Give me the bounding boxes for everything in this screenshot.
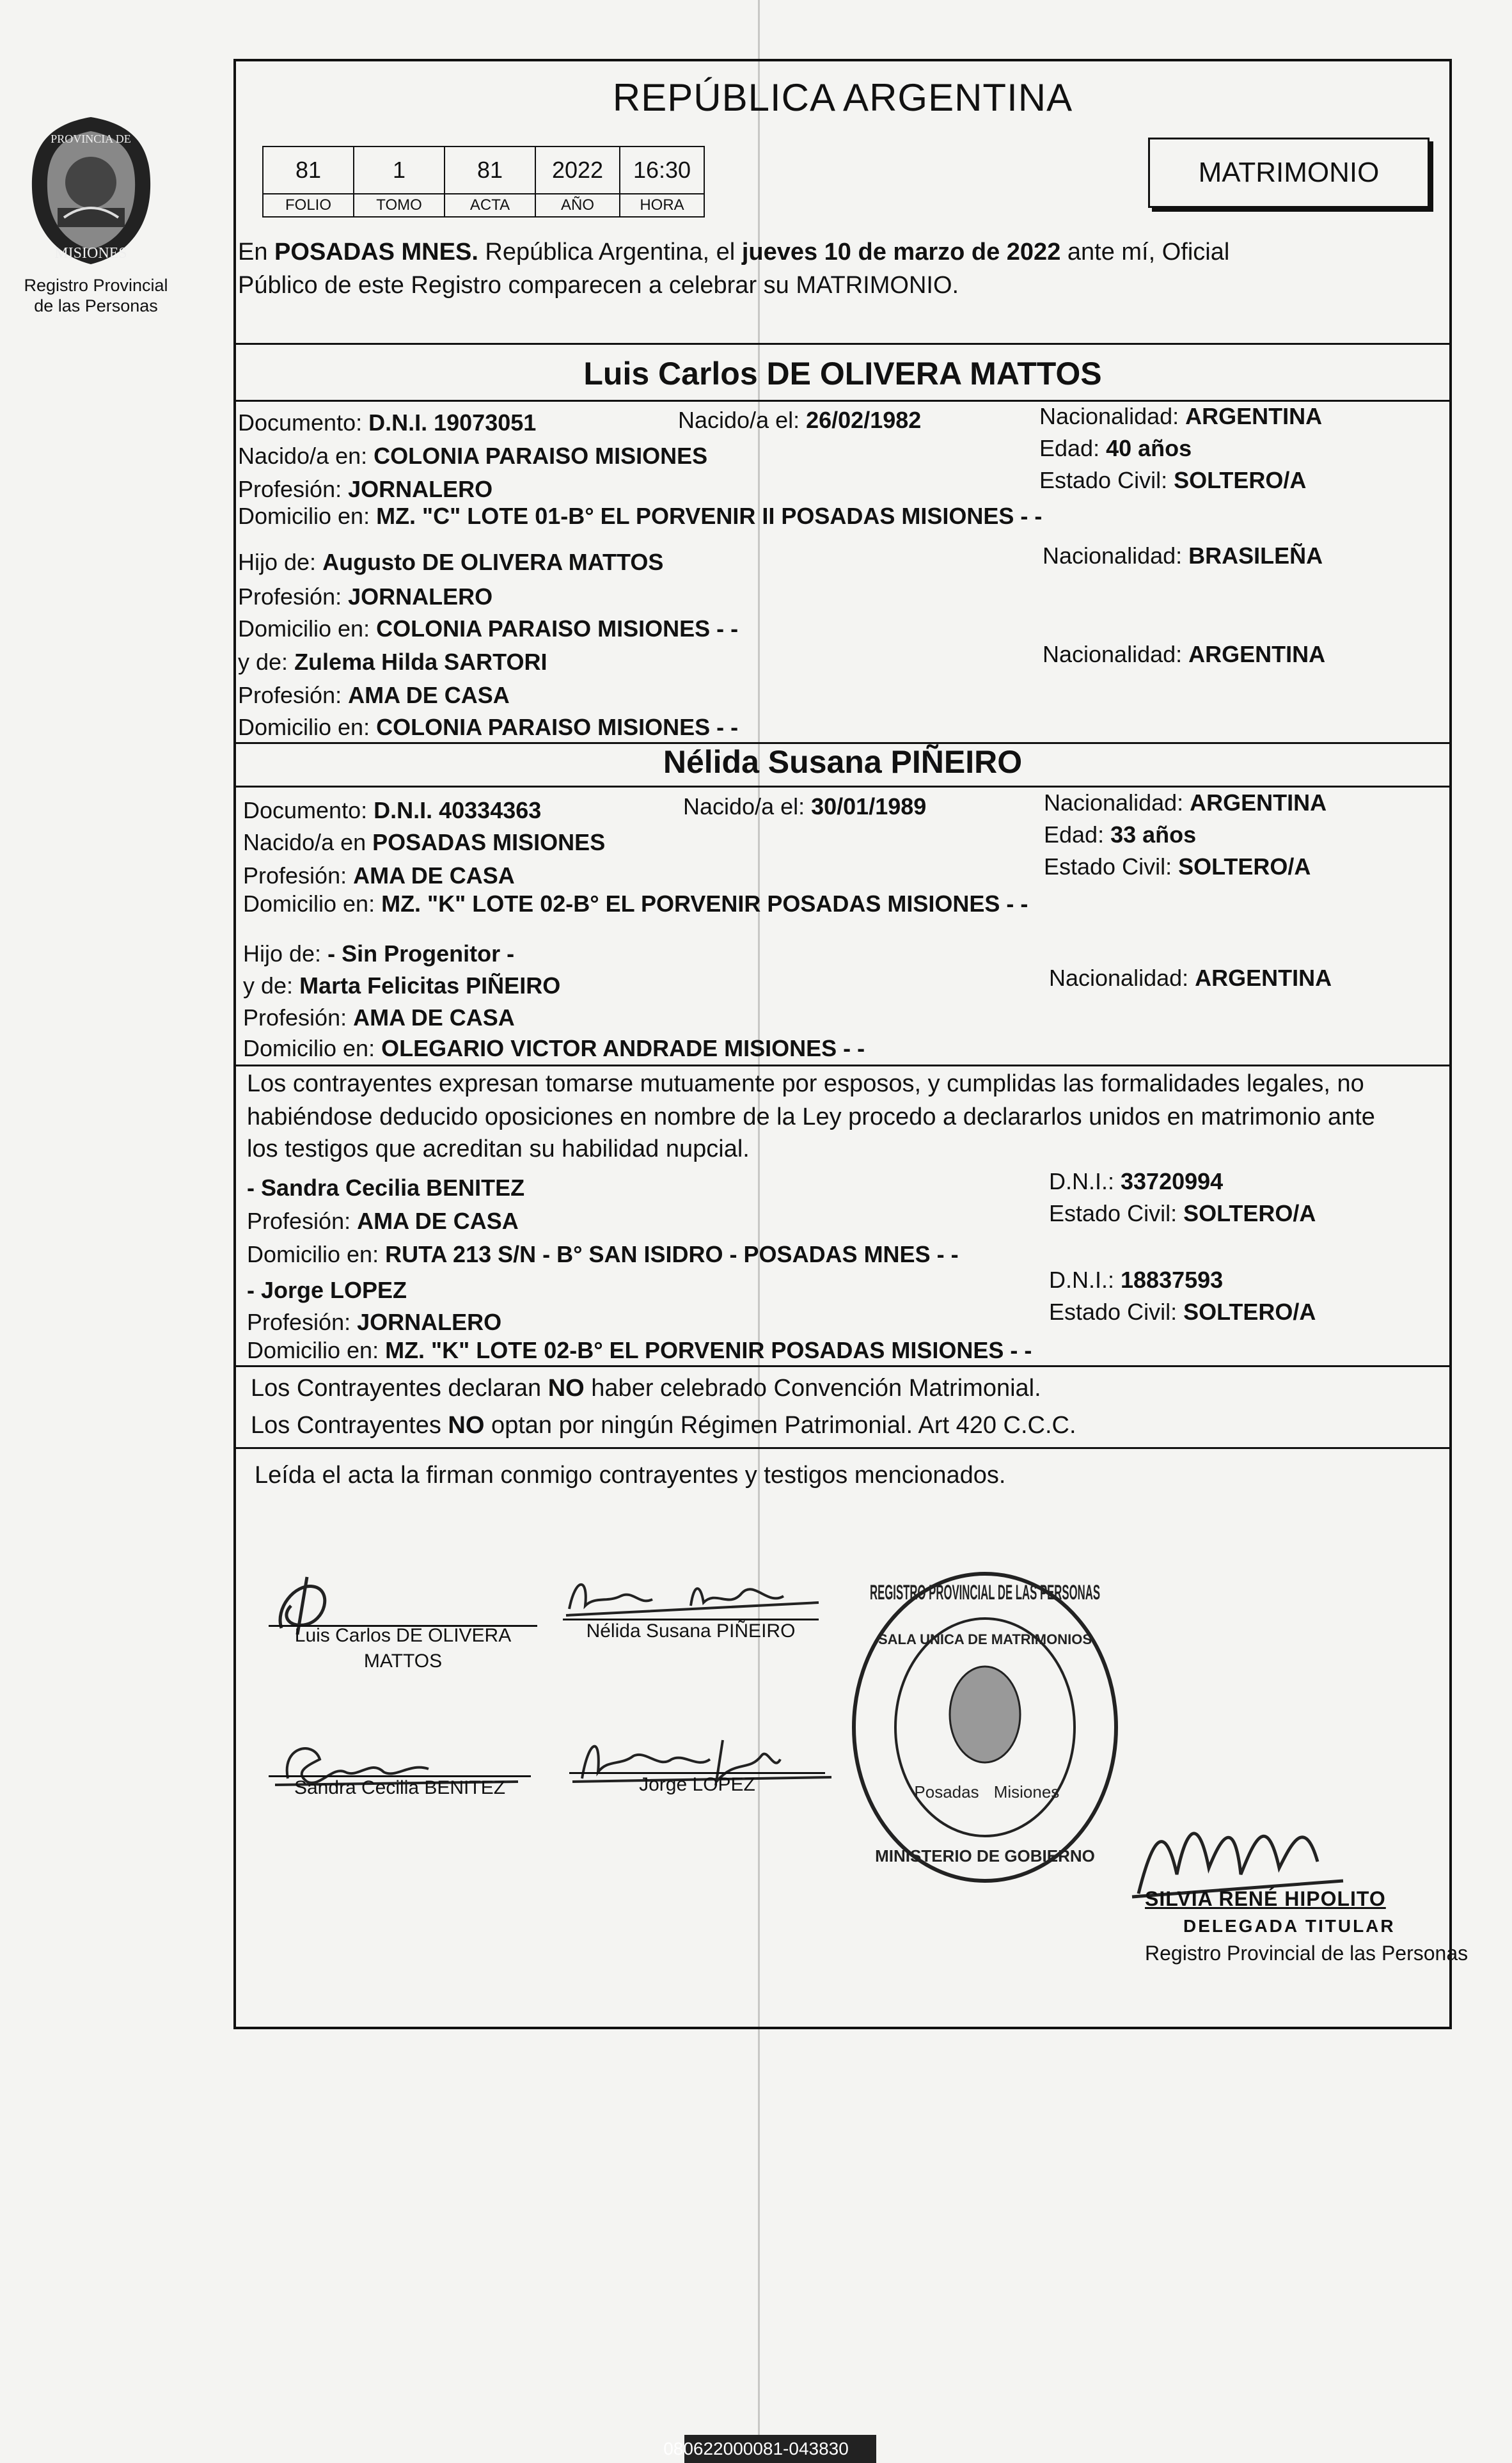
bride-mother: y de: Marta Felicitas PIÑEIRO (243, 972, 561, 999)
bride-father: Hijo de: - Sin Progenitor - (243, 940, 515, 967)
convention-line-1: Los Contrayentes declaran NO haber celebrado Convención Matrimonial. (251, 1375, 1041, 1402)
witness-2-civil-status: Estado Civil: SOLTERO/A (1049, 1299, 1316, 1325)
witness-2-signature-name: Jorge LOPEZ (639, 1774, 755, 1795)
bride-mother-address: Domicilio en: OLEGARIO VICTOR ANDRADE MISIONES - - (243, 1035, 865, 1061)
groom-father-address: Domicilio en: COLONIA PARAISO MISIONES - - (238, 615, 739, 642)
groom-mother-nationality: Nacionalidad: ARGENTINA (1043, 641, 1326, 667)
groom-address: Domicilio en: MZ. "C" LOTE 01-B° EL PORVENIR II POSADAS MISIONES - - (238, 503, 1043, 529)
groom-age: Edad: 40 años (1039, 435, 1192, 461)
tomo-value: 1 (354, 147, 445, 194)
svg-text:PROVINCIA DE: PROVINCIA DE (51, 132, 131, 145)
groom-birthplace: Nacido/a en: COLONIA PARAISO MISIONES (238, 443, 708, 469)
official-stamp-icon (844, 1561, 1126, 1894)
svg-text:MINISTERIO DE GOBIERNO: MINISTERIO DE GOBIERNO (875, 1846, 1095, 1865)
witness-2-profession: Profesión: JORNALERO (247, 1309, 502, 1335)
groom-birthdate: Nacido/a el: 26/02/1982 (678, 407, 922, 433)
page-title: REPÚBLICA ARGENTINA (612, 76, 1073, 119)
document-type-box: MATRIMONIO (1148, 138, 1429, 208)
bride-profession: Profesión: AMA DE CASA (243, 862, 515, 889)
officer-role: DELEGADA TITULAR (1183, 1916, 1396, 1936)
ano-label: AÑO (535, 194, 620, 217)
groom-father-profession: Profesión: JORNALERO (238, 583, 493, 610)
intro-line-1: En POSADAS MNES. República Argentina, el jueves 10 de marzo de 2022 ante mí, Oficial (238, 239, 1230, 265)
registry-label: Registro Provincial de las Personas (24, 276, 168, 315)
folio-label: FOLIO (263, 194, 354, 217)
acta-label: ACTA (445, 194, 535, 217)
bride-nationality: Nacionalidad: ARGENTINA (1044, 789, 1327, 816)
bride-address: Domicilio en: MZ. "K" LOTE 02-B° EL PORVENIR POSADAS MISIONES - - (243, 891, 1028, 917)
declaration-line-3: los testigos que acreditan su habilidad nupcial. (247, 1136, 750, 1162)
witness-1-signature-name: Sandra Cecilia BENITEZ (294, 1777, 506, 1798)
groom-mother: y de: Zulema Hilda SARTORI (238, 649, 547, 675)
groom-profession: Profesión: JORNALERO (238, 476, 493, 502)
declaration-line-2: habiéndose deducido oposiciones en nombre de la Ley procedo a declararlos unidos en matrimonio ante (247, 1104, 1375, 1130)
bride-signature-icon (563, 1571, 831, 1622)
groom-signature-name: Luis Carlos DE OLIVERA MATTOS (294, 1625, 512, 1672)
ano-value: 2022 (535, 147, 620, 194)
groom-father: Hijo de: Augusto DE OLIVERA MATTOS (238, 549, 664, 575)
closing-text: Leída el acta la firman conmigo contrayentes y testigos mencionados. (255, 1462, 1006, 1489)
bride-signature-name: Nélida Susana PIÑEIRO (586, 1620, 796, 1642)
groom-father-nationality: Nacionalidad: BRASILEÑA (1043, 542, 1323, 569)
witness-1-name: - Sandra Cecilia BENITEZ (247, 1175, 525, 1201)
record-table (262, 146, 705, 218)
svg-text:REGISTRO PROVINCIAL DE LAS PER: REGISTRO PROVINCIAL DE LAS PERSONAS (870, 1581, 1100, 1604)
hora-value: 16:30 (620, 147, 704, 194)
groom-civil-status: Estado Civil: SOLTERO/A (1039, 467, 1307, 493)
bride-mother-nationality: Nacionalidad: ARGENTINA (1049, 965, 1332, 991)
bride-mother-profession: Profesión: AMA DE CASA (243, 1004, 515, 1031)
witness-2-address: Domicilio en: MZ. "K" LOTE 02-B° EL PORVENIR POSADAS MISIONES - - (247, 1337, 1032, 1363)
svg-text:Posadas: Posadas (914, 1782, 979, 1802)
bride-birthdate: Nacido/a el: 30/01/1989 (683, 793, 927, 820)
convention-line-2: Los Contrayentes NO optan por ningún Régimen Patrimonial. Art 420 C.C.C. (251, 1412, 1076, 1439)
declaration-line-1: Los contrayentes expresan tomarse mutuamente por esposos, y cumplidas las formalidades legales, no (247, 1070, 1364, 1097)
bride-name: Nélida Susana PIÑEIRO (663, 744, 1023, 780)
bride-civil-status: Estado Civil: SOLTERO/A (1044, 853, 1311, 880)
document-code: 080622000081-043830 (663, 2439, 849, 2459)
witness-1-civil-status: Estado Civil: SOLTERO/A (1049, 1200, 1316, 1226)
groom-document: Documento: D.N.I. 19073051 (238, 409, 537, 436)
groom-mother-profession: Profesión: AMA DE CASA (238, 682, 510, 708)
tomo-label: TOMO (354, 194, 445, 217)
witness-2-dni: D.N.I.: 18837593 (1049, 1267, 1224, 1293)
province-seal-icon (19, 112, 163, 269)
hora-label: HORA (620, 194, 704, 217)
groom-nationality: Nacionalidad: ARGENTINA (1039, 403, 1323, 429)
bride-birthplace: Nacido/a en POSADAS MISIONES (243, 829, 606, 855)
intro-line-2: Público de este Registro comparecen a celebrar su MATRIMONIO. (238, 272, 959, 299)
svg-text:Misiones: Misiones (993, 1782, 1060, 1802)
witness-1-address: Domicilio en: RUTA 213 S/N - B° SAN ISIDRO - POSADAS MNES - - (247, 1241, 959, 1267)
folio-value: 81 (263, 147, 354, 194)
witness-1-profession: Profesión: AMA DE CASA (247, 1208, 519, 1234)
witness-2-name: - Jorge LOPEZ (247, 1277, 407, 1303)
bride-age: Edad: 33 años (1044, 821, 1197, 848)
svg-text:MISIONES: MISIONES (54, 245, 127, 262)
svg-text:SALA UNICA DE MATRIMONIOS: SALA UNICA DE MATRIMONIOS (878, 1631, 1092, 1647)
witness-1-dni: D.N.I.: 33720994 (1049, 1168, 1224, 1194)
officer-name: SILVIA RENÉ HIPOLITO (1145, 1887, 1386, 1910)
groom-name: Luis Carlos DE OLIVERA MATTOS (583, 356, 1102, 392)
officer-office: Registro Provincial de las Personas (1145, 1942, 1469, 1965)
acta-value: 81 (445, 147, 535, 194)
groom-mother-address: Domicilio en: COLONIA PARAISO MISIONES - - (238, 714, 739, 740)
bride-document: Documento: D.N.I. 40334363 (243, 797, 542, 823)
